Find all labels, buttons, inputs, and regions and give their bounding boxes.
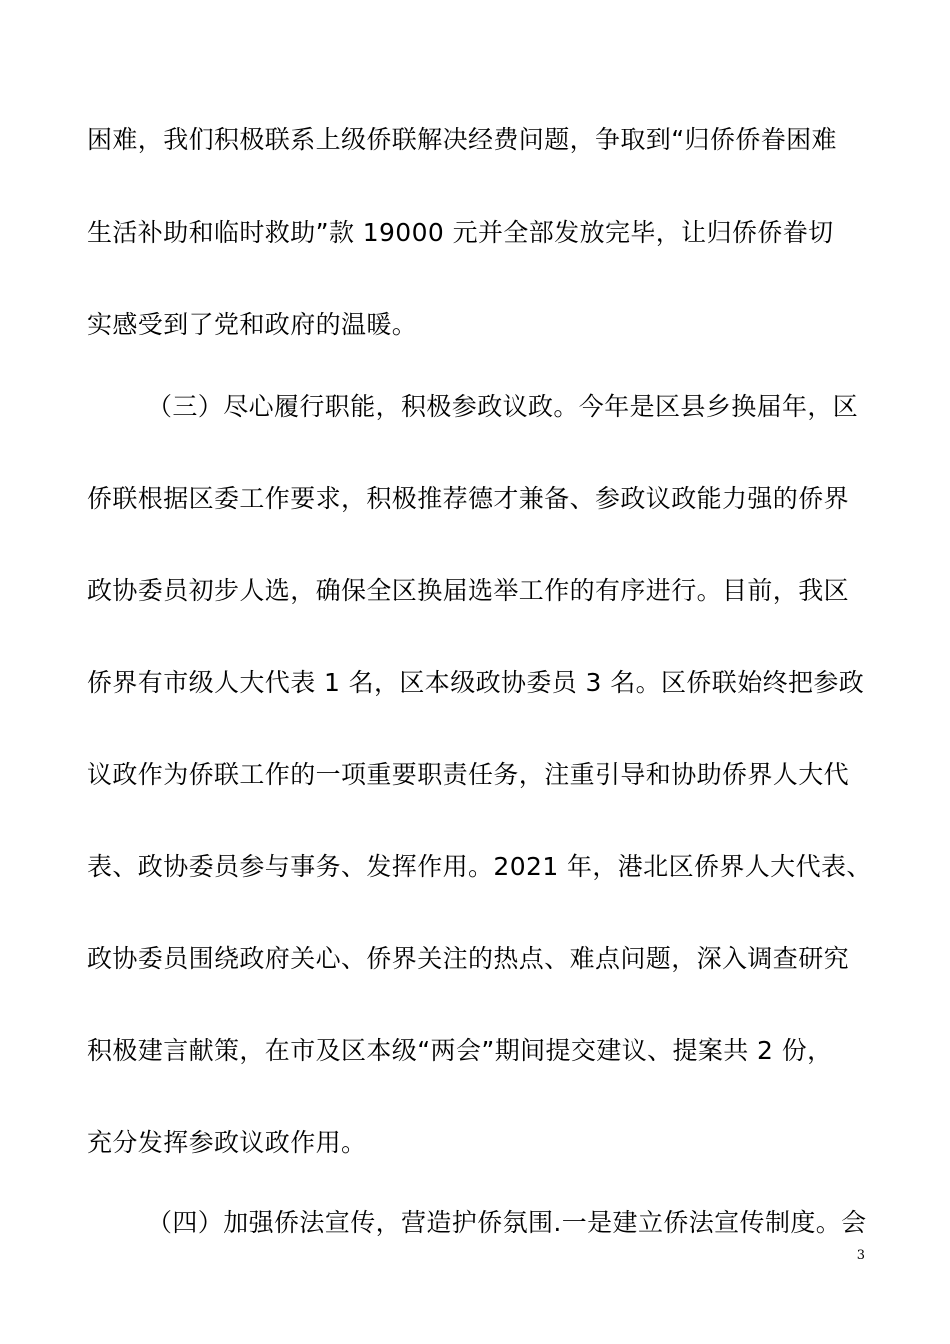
text-line: 政协委员围绕政府关心、侨界关注的热点、难点问题，深入调查研究 [87,944,850,973]
text-line: 侨界有市级人大代表 1 名，区本级政协委员 3 名。区侨联始终把参政 [87,668,865,697]
page-number: 3 [856,1248,865,1263]
paragraph-start-line: （三）尽心履行职能，积极参政议政。今年是区县乡换届年，区 [147,392,859,421]
text-line: 实感受到了党和政府的温暖。 [87,310,418,339]
paragraph-start-line: （四）加强侨法宣传，营造护侨氛围.一是建立侨法宣传制度。会 [147,1208,867,1237]
text-line: 生活补助和临时救助”款 19000 元并全部发放完毕，让归侨侨眷切 [87,218,834,247]
text-line: 政协委员初步人选，确保全区换届选举工作的有序进行。目前，我区 [87,576,850,605]
text-line: 困难，我们积极联系上级侨联解决经费问题，争取到“归侨侨眷困难 [87,125,837,154]
text-line: 议政作为侨联工作的一项重要职责任务，注重引导和协助侨界人大代 [87,760,850,789]
text-line: 积极建言献策，在市及区本级“两会”期间提交建议、提案共 2 份， [87,1036,833,1065]
text-line: 充分发挥参政议政作用。 [87,1128,367,1157]
text-line: 表、政协委员参与事务、发挥作用。2021 年，港北区侨界人大代表、 [87,852,872,881]
text-line: 侨联根据区委工作要求，积极推荐德才兼备、参政议政能力强的侨界 [87,484,850,513]
